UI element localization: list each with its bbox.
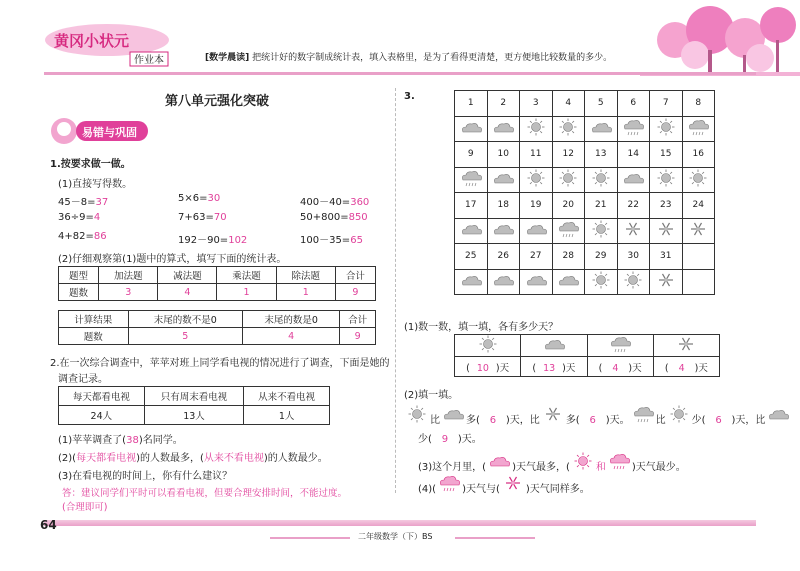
- calc-answer: 37: [95, 197, 109, 208]
- sunny-icon: [520, 167, 553, 193]
- calendar-day-number: 16: [682, 142, 715, 168]
- cloudy-icon: [520, 269, 553, 295]
- section-title: 易错与巩固: [82, 126, 137, 139]
- table-header-cell: 乘法题: [217, 267, 276, 284]
- calendar-day-number: 8: [682, 91, 715, 117]
- q2-3: (3)在看电视的时间上，你有什么建议？: [58, 471, 233, 482]
- calc-answer: 30: [207, 193, 221, 204]
- count-cell: ( 4 )天: [653, 357, 719, 377]
- cloudy-icon: [585, 116, 618, 142]
- weather-calendar: [454, 90, 715, 295]
- calc-item: 400－40=360: [300, 197, 370, 208]
- table-cell: 题数: [59, 328, 129, 345]
- table-header-cell: 只有周末看电视: [144, 387, 244, 406]
- calendar-day-number: 18: [487, 193, 520, 219]
- sunny-icon: [552, 116, 585, 142]
- q3-2-compare-line1: 比 多( 6 )天，比 多( 6 )天。 比 少( 6 )天，比: [404, 405, 791, 426]
- table-cell: 13人: [144, 406, 244, 425]
- q2-line1: 2.在一次综合调查中，苹苹对班上同学看电视的情况进行了调查，下面是她的: [50, 358, 390, 369]
- section-badge: [50, 115, 150, 147]
- calendar-day-number: 4: [552, 91, 585, 117]
- calendar-day-number: 2: [487, 91, 520, 117]
- snowy-icon: [653, 335, 719, 357]
- calendar-day-number: 11: [520, 142, 553, 168]
- sunny-icon: [585, 218, 618, 244]
- stat-table-results: [58, 310, 376, 345]
- calc-item: 36÷9=4: [58, 212, 101, 223]
- cloudy-icon: [487, 269, 520, 295]
- calc-item: 192－90=102: [178, 235, 248, 246]
- sunny-icon: [682, 167, 715, 193]
- count-cell: ( 4 )天: [587, 357, 653, 377]
- snowy-icon: [650, 269, 683, 295]
- answer-most: 每天都看电视: [76, 453, 137, 464]
- cloudy-icon: [520, 218, 553, 244]
- table-header-cell: 合计: [340, 311, 376, 328]
- footer-band: [44, 520, 756, 526]
- rainy-pink-icon: [436, 474, 462, 492]
- q2-3-answer: 答：建议同学们平时可以看看电视，但要合理安排时间，不能过度。: [62, 488, 348, 499]
- compare-answer: 6: [715, 415, 722, 426]
- snowy-icon: [650, 218, 683, 244]
- sunny-icon: [455, 335, 521, 357]
- calendar-day-number: 21: [585, 193, 618, 219]
- count-cell: ( 13 )天: [521, 357, 587, 377]
- cloudy-icon: [765, 405, 791, 423]
- calendar-day-number: 17: [455, 193, 488, 219]
- calendar-day-number: 27: [520, 244, 553, 270]
- calc-answer: 65: [350, 235, 363, 246]
- calendar-day-number: 22: [617, 193, 650, 219]
- table-cell: 5: [128, 328, 242, 345]
- calendar-day-number: 5: [585, 91, 618, 117]
- calendar-day-number: 14: [617, 142, 650, 168]
- q2-1: (1)苹苹调查了(38)名同学。: [58, 435, 183, 446]
- sunny-pink-icon: [570, 452, 596, 470]
- q3-2-compare-line2: 少( 9 )天。: [418, 434, 482, 445]
- q2-line2: 调查记录。: [58, 374, 108, 385]
- rainy-icon: [682, 116, 715, 142]
- calc-item: 4+82=86: [58, 231, 107, 242]
- tagline-label: [数学晨读]: [205, 53, 250, 63]
- sunny-icon: [552, 167, 585, 193]
- q3-1: (1)数一数，填一填，各有多少天？: [404, 322, 559, 333]
- cloudy-icon: [487, 218, 520, 244]
- table-header-cell: 末尾的数是0: [242, 311, 339, 328]
- brand-logo: [42, 20, 172, 68]
- calc-answer: 360: [350, 197, 370, 208]
- rainy-icon: [455, 167, 488, 193]
- cloudy-icon: [521, 335, 587, 357]
- calendar-day-number: 29: [585, 244, 618, 270]
- trees-illustration-icon: [640, 0, 800, 95]
- calendar-day-number: 15: [650, 142, 683, 168]
- logo-text: 黄冈小状元: [54, 32, 130, 50]
- calendar-day-number: 30: [617, 244, 650, 270]
- table-cell: 1人: [244, 406, 330, 425]
- table-cell: 9: [335, 284, 375, 301]
- calendar-day-number: 3: [520, 91, 553, 117]
- cloudy-icon: [617, 167, 650, 193]
- count-cell: ( 10 )天: [455, 357, 521, 377]
- table-header-cell: 计算结果: [59, 311, 129, 328]
- snowy-icon: [682, 218, 715, 244]
- calendar-day-number: 23: [650, 193, 683, 219]
- tagline: [205, 50, 612, 63]
- calc-item: 5×6=30: [178, 193, 221, 204]
- page-number: 64: [40, 518, 57, 532]
- compare-answer: 6: [489, 415, 497, 426]
- q3-2: (2)填一填。: [404, 390, 459, 401]
- table-cell: 3: [99, 284, 158, 301]
- table-header-cell: 合计: [335, 267, 375, 284]
- sunny-icon: [650, 116, 683, 142]
- sunny-icon: [650, 167, 683, 193]
- q3-4: (4)( )天气与( )天气同样多。: [418, 474, 590, 495]
- answer-least: 从来不看电视: [203, 453, 264, 464]
- table-cell: 9: [340, 328, 376, 345]
- q2-3-answer-note: (合理即可): [62, 502, 108, 513]
- table-cell: 24人: [59, 406, 145, 425]
- q3-label: 3.: [404, 91, 415, 102]
- calendar-day-number: 25: [455, 244, 488, 270]
- calendar-day-number: 7: [650, 91, 683, 117]
- q3-3: (3)这个月里，( )天气最多，( 和 )天气最少。: [418, 452, 686, 473]
- cloudy-pink-icon: [486, 452, 512, 470]
- cloudy-icon: [552, 269, 585, 295]
- sunny-icon: [617, 269, 650, 295]
- table-header-cell: 题型: [59, 267, 99, 284]
- q1-title: 1.按要求做一做。: [50, 159, 131, 170]
- calc-answer: 4: [93, 212, 101, 223]
- snowy-icon: [540, 405, 566, 423]
- calc-answer: 86: [93, 231, 107, 242]
- sunny-icon: [404, 405, 430, 423]
- calc-item: 50+800=850: [300, 212, 368, 223]
- cloudy-icon: [455, 116, 488, 142]
- calendar-day-number: 1: [455, 91, 488, 117]
- calendar-day-number: [682, 244, 715, 270]
- rainy-icon: [587, 335, 653, 357]
- calc-item: 45－8=37: [58, 197, 109, 208]
- table-header-cell: 从来不看电视: [244, 387, 330, 406]
- table-cell: 4: [158, 284, 217, 301]
- rainy-pink-icon: [606, 452, 632, 470]
- cloudy-icon: [487, 116, 520, 142]
- cloudy-icon: [440, 405, 466, 423]
- sunny-icon: [585, 269, 618, 295]
- calendar-day-number: 20: [552, 193, 585, 219]
- calendar-day-number: 26: [487, 244, 520, 270]
- empty-cell: [682, 269, 715, 295]
- footer-rule-left: [270, 537, 350, 539]
- table-header-cell: 除法题: [276, 267, 335, 284]
- calc-item: 100－35=65: [300, 235, 363, 246]
- table-cell: 题数: [59, 284, 99, 301]
- calc-answer: 102: [228, 235, 248, 246]
- rainy-icon: [617, 116, 650, 142]
- header-rule: [44, 72, 756, 75]
- calendar-day-number: 12: [552, 142, 585, 168]
- rainy-icon: [552, 218, 585, 244]
- table-cell: 1: [276, 284, 335, 301]
- calc-answer: 850: [348, 212, 368, 223]
- calendar-day-number: 10: [487, 142, 520, 168]
- sunny-icon: [520, 116, 553, 142]
- table-cell: 1: [217, 284, 276, 301]
- logo-sub: 作业本: [134, 55, 164, 66]
- calendar-day-number: 13: [585, 142, 618, 168]
- table-cell: 4: [242, 328, 339, 345]
- page-title: 第八单元强化突破: [165, 94, 270, 109]
- answer-diff-4: 9: [441, 434, 449, 445]
- weather-count-table: [454, 334, 720, 377]
- calendar-day-number: 31: [650, 244, 683, 270]
- footer-rule-right: [455, 537, 535, 539]
- calendar-day-number: 28: [552, 244, 585, 270]
- cloudy-icon: [455, 218, 488, 244]
- q2-2: (2)(每天都看电视)的人数最多，(从来不看电视)的人数最少。: [58, 453, 328, 464]
- answer-total: 38: [126, 435, 139, 446]
- q1-sub2: (2)仔细观察第(1)题中的算式，填写下面的统计表。: [58, 254, 287, 265]
- snowy-icon: [617, 218, 650, 244]
- cloudy-icon: [455, 269, 488, 295]
- tagline-text: 把统计好的数字制成统计表，填入表格里，是为了看得更清楚，更方便地比较数量的多少。: [252, 53, 613, 63]
- snowy-pink-icon: [500, 474, 526, 492]
- stat-table-types: [58, 266, 376, 301]
- rainy-icon: [630, 405, 656, 423]
- cloudy-icon: [487, 167, 520, 193]
- table-header-cell: 加法题: [99, 267, 158, 284]
- table-header-cell: 末尾的数不是0: [128, 311, 242, 328]
- calc-item: 7+63=70: [178, 212, 227, 223]
- calendar-day-number: 9: [455, 142, 488, 168]
- calendar-day-number: 6: [617, 91, 650, 117]
- sunny-icon: [585, 167, 618, 193]
- tv-survey-table: [58, 386, 330, 425]
- compare-answer: 6: [589, 415, 596, 426]
- calendar-day-number: 24: [682, 193, 715, 219]
- calc-answer: 70: [213, 212, 227, 223]
- q1-sub1: (1)直接写得数。: [58, 179, 133, 190]
- sunny-icon: [666, 405, 692, 423]
- column-divider: [395, 88, 396, 493]
- table-header-cell: 每天都看电视: [59, 387, 145, 406]
- table-header-cell: 减法题: [158, 267, 217, 284]
- book-title: 二年级数学（下）BS: [358, 532, 433, 541]
- calendar-day-number: 19: [520, 193, 553, 219]
